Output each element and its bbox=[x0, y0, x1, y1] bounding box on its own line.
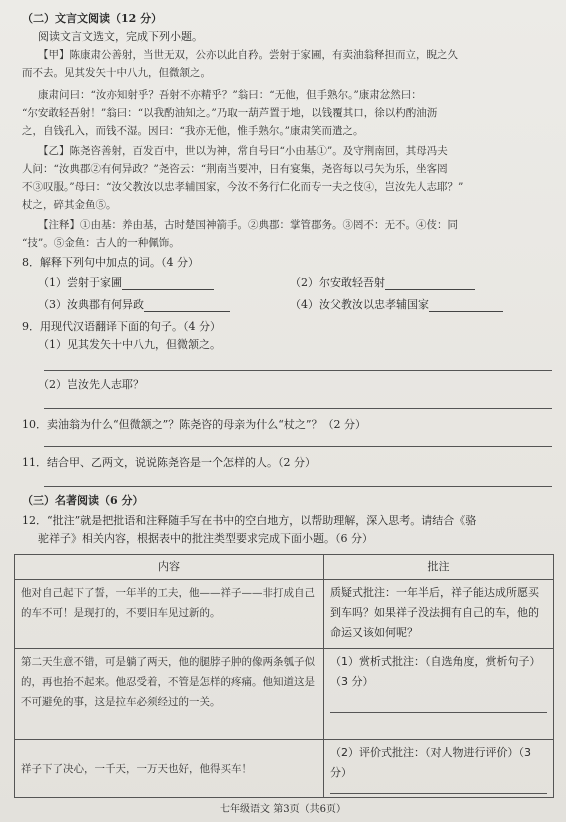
q8-item-2: （2）尔安敢轻吾射 bbox=[290, 276, 475, 290]
note-prompt: （2）评价式批注：（对人物进行评价）（3 分） bbox=[330, 746, 531, 779]
section-intro: 阅读文言文选文，完成下列小题。 bbox=[38, 30, 203, 43]
question-9-stem: 9．用现代汉语翻译下面的句子。（4 分） bbox=[22, 320, 221, 333]
q8-item-3: （3）汝典郡有何异政 bbox=[38, 298, 230, 312]
q8-item-4: （4）汝父教汝以忠孝辅国家 bbox=[290, 298, 503, 312]
q9-item-2: （2）岂汝先人志耶？ bbox=[38, 378, 144, 391]
content-cell: 他对自己起下了誓，一年半的工夫，他——祥子——非打成自己的车不可！是现打的，不要旧车见过新的。 bbox=[15, 580, 324, 649]
passage-b-line: 【乙】陈尧咨善射，百发百中，世以为神，常自号曰“小由基①”。及守荆南回，其母冯夫 bbox=[38, 145, 448, 157]
q9-item-1: （1）见其发矢十中八九，但微颔之。 bbox=[38, 338, 221, 351]
question-10-stem: 10．卖油翁为什么“但微颔之”？陈尧咨的母亲为什么“杖之”？（2 分） bbox=[22, 418, 366, 431]
passage-a-line: 【甲】陈康肃公善射，当世无双，公亦以此自矜。尝射于家圃，有卖油翁释担而立，睨之久 bbox=[38, 49, 458, 61]
passage-b-line: 人问：“汝典郡②有何异政？”尧咨云：“荆南当要冲，日有宴集，尧咨每以弓矢为乐，坐客罔 bbox=[22, 163, 448, 175]
note-cell bbox=[324, 649, 554, 740]
note-cell bbox=[324, 740, 554, 798]
q8-answer-blank-1[interactable] bbox=[122, 278, 214, 290]
question-11-stem: 11．结合甲、乙两文，说说陈尧咨是一个怎样的人。（2 分） bbox=[22, 456, 316, 469]
question-8-stem: 8．解释下列句中加点的词。（4 分） bbox=[22, 256, 199, 269]
answer-line[interactable] bbox=[330, 785, 547, 794]
section-title-classical: （二）文言文阅读（12 分） bbox=[22, 12, 163, 25]
q8-answer-blank-3[interactable] bbox=[144, 300, 230, 312]
question-12-stem: 12．“批注”就是把批语和注释随手写在书中的空白地方，以帮助理解，深入思考。请结合《骆 bbox=[22, 514, 477, 527]
passage-a-line: 之，自钱孔入，而钱不湿。因曰：“我亦无他，惟手熟尔。”康肃笑而遣之。 bbox=[22, 125, 364, 137]
page-footer: 七年级语文 第3页（共6页） bbox=[220, 804, 346, 815]
passage-a-line: 康肃问曰：“汝亦知射乎？吾射不亦精乎？”翁曰：“无他，但手熟尔。”康肃忿然曰： bbox=[38, 89, 422, 101]
table-row bbox=[15, 649, 554, 740]
note-cell: 质疑式批注：一年半后，祥子能达成所愿买到车吗？如果祥子没法拥有自己的车，他的命运又该如何呢？ bbox=[324, 580, 554, 649]
table-row bbox=[15, 740, 554, 798]
column-header-content: 内容 bbox=[15, 555, 324, 580]
note-prompt: （1）赏析式批注：（自选角度，赏析句子）（3 分） bbox=[330, 655, 541, 688]
section-title-classics: （三）名著阅读（6 分） bbox=[22, 494, 144, 507]
annotation-line: 【注释】①由基：养由基，古时楚国神箭手。②典郡：掌管郡务。③罔不：无不。④伎：同 bbox=[38, 219, 458, 231]
passage-b-line: 杖之，碎其金鱼⑤。 bbox=[22, 199, 117, 211]
content-cell: 第二天生意不错，可是躺了两天，他的腿脖子肿的像两条瓠子似的，再也抬不起来。他忍受着，不管是怎样的疼痛。他知道这是不可避免的事，这是拉车必须经过的一关。 bbox=[15, 649, 324, 740]
annotation-line: “技”。⑤金鱼：古人的一种佩饰。 bbox=[22, 237, 180, 249]
column-header-note: 批注 bbox=[324, 555, 554, 580]
passage-a-line: “尔安敢轻吾射！”翁曰：“以我酌油知之。”乃取一葫芦置于地，以钱覆其口，徐以杓酌油沥 bbox=[22, 107, 438, 119]
q8-answer-blank-4[interactable] bbox=[429, 300, 503, 312]
passage-b-line: 不③叹服。”母曰：“汝父教汝以忠孝辅国家，今汝不务行仁化而专一夫之伎④，岂汝先人志耶？” bbox=[22, 181, 464, 193]
q8-answer-blank-2[interactable] bbox=[385, 278, 475, 290]
table-row bbox=[15, 580, 554, 649]
question-12-stem-cont: 驼祥子》相关内容，根据表中的批注类型要求完成下面小题。（6 分） bbox=[38, 532, 373, 545]
answer-line[interactable] bbox=[44, 446, 552, 447]
answer-line[interactable] bbox=[330, 696, 547, 713]
annotation-table bbox=[14, 554, 554, 798]
passage-a-line: 而不去。见其发矢十中八九，但微颔之。 bbox=[22, 67, 211, 79]
answer-line[interactable] bbox=[44, 486, 552, 487]
answer-line[interactable] bbox=[44, 408, 552, 409]
q8-item-1: （1）尝射于家圃 bbox=[38, 276, 214, 290]
answer-line[interactable] bbox=[44, 370, 552, 371]
table-header-row bbox=[15, 555, 554, 580]
content-cell: 祥子下了决心，一千天，一万天也好，他得买车！ bbox=[15, 740, 324, 798]
